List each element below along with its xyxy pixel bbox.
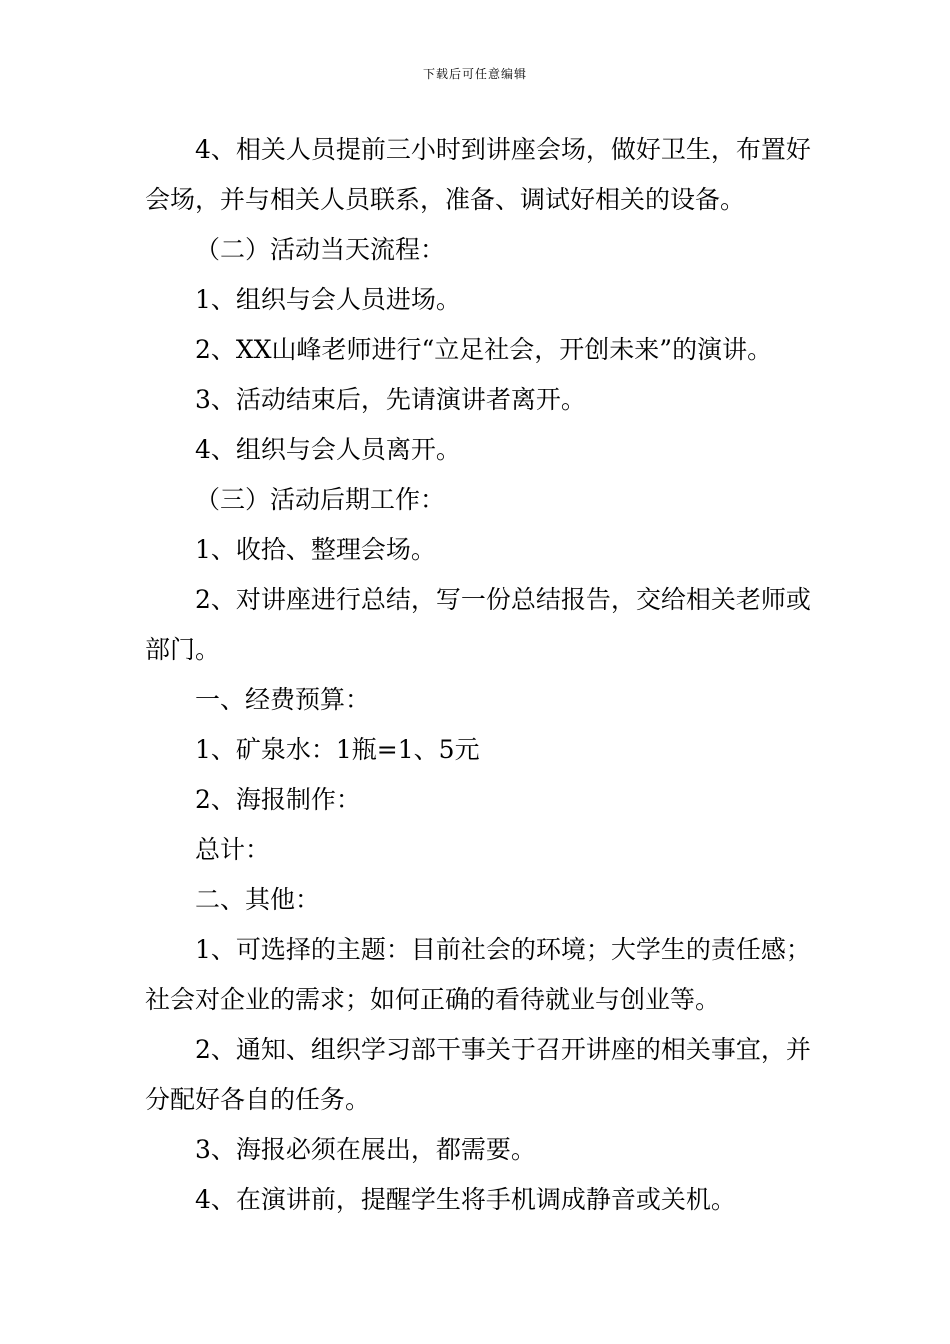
- paragraph-budget-item-2: 2、海报制作：: [195, 785, 361, 814]
- paragraph-day-item-2: 2、XX山峰老师进行“立足社会，开创未来”的演讲。: [195, 335, 773, 364]
- paragraph-other-item-2: 2、通知、组织学习部干事关于召开讲座的相关事宜，并分配好各自的任务。: [145, 1035, 811, 1114]
- section-heading-budget: 一、经费预算：: [195, 685, 371, 714]
- paragraph-day-item-4: 4、组织与会人员离开。: [195, 435, 461, 464]
- paragraph-budget-item-1: 1、矿泉水：1瓶=1、5元: [195, 735, 480, 764]
- paragraph-post-item-2: 2、对讲座进行总结，写一份总结报告，交给相关老师或部门。: [145, 585, 811, 664]
- paragraph-other-item-4: 4、在演讲前，提醒学生将手机调成静音或关机。: [195, 1185, 736, 1214]
- paragraph-day-item-3: 3、活动结束后，先请演讲者离开。: [195, 385, 586, 414]
- paragraph-day-item-1: 1、组织与会人员进场。: [195, 285, 461, 314]
- paragraph-budget-total: 总计：: [195, 835, 271, 864]
- paragraph-other-item-1: 1、可选择的主题：目前社会的环境；大学生的责任感；社会对企业的需求；如何正确的看待就业与创业等。: [145, 935, 811, 1014]
- paragraph-setup-item-4: 4、相关人员提前三小时到讲座会场，做好卫生，布置好会场，并与相关人员联系，准备、调试好相关的设备。: [145, 135, 811, 214]
- paragraph-other-item-3: 3、海报必须在展出，都需要。: [195, 1135, 536, 1164]
- header-note: 下载后可任意编辑: [422, 67, 527, 81]
- paragraph-post-item-1: 1、收拾、整理会场。: [195, 535, 436, 564]
- section-heading-day-flow: （二）活动当天流程：: [195, 235, 446, 264]
- section-heading-post-work: （三）活动后期工作：: [195, 485, 446, 514]
- section-heading-other: 二、其他：: [195, 885, 321, 914]
- document-body: [145, 125, 825, 1225]
